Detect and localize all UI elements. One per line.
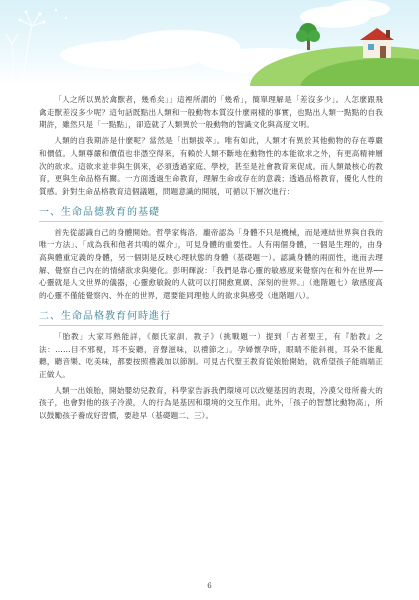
body-paragraph: 「胎教」大家耳熟能詳，《顏氏家訓．教子》（挑戰題一）提到「古者聖王，有『胎教』之法：……目不邪視，耳不妄聽，音聲滋味，以禮節之」。孕婦懷孕時，眼睛不能斜視，耳朵不能亂聽，聽音樂、吃美味，都要按照禮義加以節制。可見古代聖王教育從娘胎開始，就希望孩子能端端正正做人。 [39, 331, 383, 379]
tree-icon [296, 23, 320, 50]
intro-paragraph: 人類的自我期許是什麼呢？當然是「出類拔萃」。唯有如此，人類才有異於其他動物的存在尊嚴和價值。人類尊嚴和價值也非憑空得來，有賴於人類不斷地在動物性的本能欲求之外，有更高精神層次的欲求。這欲求並非與生俱來，必須透過家庭、學校，甚至是社會教育來促成。而人類最核心的教育，更與生命品格有關。一方面透過生命教育，理解生命或存在的意義；透過品格教育，優化人性的質感。針對生命品格教育這個議題，問題意識的開展，可循以下層次進行： [39, 136, 383, 196]
banner-illustration [0, 0, 419, 86]
page-number: 6 [207, 582, 212, 590]
header-banner [0, 0, 419, 86]
seed-icon [18, 9, 67, 24]
section-heading: 二、生命品格教育何時進行 [39, 310, 383, 326]
page-body [39, 94, 383, 426]
body-paragraph: 人類一出娘胎，開始嬰幼兒教育，科學家告訴我們環境可以改變基因的表現，冷漠父母所養大的孩子，也會對他的孩子冷漠，人的行為是基因和環境的交互作用。此外，「孩子的智慧比動物高」，所以鼓勵孩子養成好習慣，要趁早（基礎題二、三）。 [39, 385, 383, 421]
intro-paragraph: 「人之所以異於禽獸者，幾希矣」」這裡所謂的「幾希」，簡單理解是「差沒多少」。人怎麼跟飛禽走獸差沒多少呢？這句話既點出人類和一般動物本質沒什麼兩樣的事實，也點出人類一點點的自我期許，雖然只是「一點點」，卻造就了人類異於一般動物的智識文化與高度文明。 [39, 95, 383, 130]
section-heading: 一、生命品德教育的基礎 [39, 206, 383, 222]
dandelion-icon [6, 12, 44, 86]
body-paragraph: 首先從認識自己的身體開始。哲學家梅洛．龐帝認為「身體不只是機械，而是連結世界與自我的唯一方法」、「成為我和他者共鳴的媒介」，可見身體的重要性。人有兩個身體，一個是生理的，由身高與體重定義的身體，另一個則是反映心理狀態的身體（基礎題一）。認識身體的兩面性，進而去理解、覺察自己內在的情緒欲求與變化。彭明輝說：「我們是靠心靈的敏感度來覺察內在和外在世界──心靈就是人文世界的儀器，心靈愈敏銳的人就可以打開愈寬廣、深刻的世界。」（進階題七）敏感度高的心靈不僅能覺察內、外在的世界，還要能同理他人的欲求與感受（進階題八）。 [39, 227, 383, 301]
house-icon [360, 28, 394, 58]
